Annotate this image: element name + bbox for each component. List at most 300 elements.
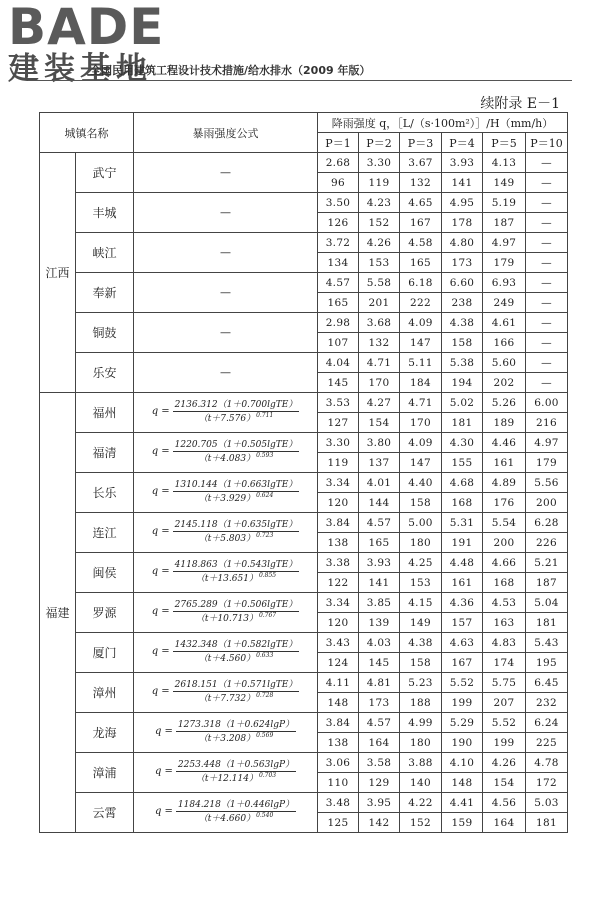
q-value-cell: 3.93 <box>359 553 400 573</box>
q-value-cell: 4.01 <box>359 473 400 493</box>
q-value-cell: 4.22 <box>400 793 442 813</box>
q-value-cell: 4.26 <box>483 753 526 773</box>
h-value-cell: — <box>526 333 568 353</box>
q-value-cell: 5.04 <box>526 593 568 613</box>
h-value-cell: 173 <box>359 693 400 713</box>
q-value-cell: 3.30 <box>359 153 400 173</box>
h-value-cell: 107 <box>318 333 359 353</box>
town-name-cell: 厦门 <box>76 633 134 673</box>
h-value-cell: — <box>526 293 568 313</box>
h-value-cell: 164 <box>483 813 526 833</box>
h-value-cell: 232 <box>526 693 568 713</box>
h-value-cell: 139 <box>359 613 400 633</box>
h-value-cell: 153 <box>400 573 442 593</box>
formula-cell <box>134 233 318 273</box>
h-value-cell: 120 <box>318 493 359 513</box>
q-value-cell: 5.54 <box>483 513 526 533</box>
h-value-cell: 238 <box>442 293 483 313</box>
q-value-cell: 5.26 <box>483 393 526 413</box>
q-value-cell: 6.93 <box>483 273 526 293</box>
h-value-cell: 124 <box>318 653 359 673</box>
q-value-cell: 3.95 <box>359 793 400 813</box>
h-value-cell: 165 <box>400 253 442 273</box>
town-name-cell: 武宁 <box>76 153 134 193</box>
h-value-cell: 120 <box>318 613 359 633</box>
q-value-cell: — <box>526 353 568 373</box>
formula-denominator-wrap <box>199 692 274 704</box>
h-value-cell: 148 <box>318 693 359 713</box>
q-value-cell: 4.57 <box>359 713 400 733</box>
q-value-cell: 3.84 <box>318 713 359 733</box>
town-name-cell: 闽侯 <box>76 553 134 593</box>
q-value-cell: 5.29 <box>442 713 483 733</box>
q-value-cell: 4.26 <box>359 233 400 253</box>
table-row <box>40 353 568 373</box>
h-value-cell: 166 <box>483 333 526 353</box>
h-value-cell: 207 <box>483 693 526 713</box>
town-name-cell: 峡江 <box>76 233 134 273</box>
q-value-cell: 6.18 <box>400 273 442 293</box>
h-value-cell: 195 <box>526 653 568 673</box>
formula-denominator-wrap <box>199 652 274 664</box>
q-value-cell: 4.95 <box>442 193 483 213</box>
formula-cell <box>134 433 318 473</box>
h-value-cell: 122 <box>318 573 359 593</box>
q-value-cell: 4.71 <box>400 393 442 413</box>
h-value-cell: 216 <box>526 413 568 433</box>
h-value-cell: — <box>526 213 568 233</box>
header-formula: 暴雨强度公式 <box>134 113 318 153</box>
q-value-cell: 5.23 <box>400 673 442 693</box>
h-value-cell: 154 <box>359 413 400 433</box>
table-row <box>40 713 568 733</box>
formula-denominator-wrap <box>196 572 276 584</box>
table-row <box>40 313 568 333</box>
q-value-cell: 3.43 <box>318 633 359 653</box>
table-row <box>40 633 568 653</box>
h-value-cell: 176 <box>483 493 526 513</box>
q-value-cell: 4.89 <box>483 473 526 493</box>
h-value-cell: 170 <box>359 373 400 393</box>
header-period: P＝3 <box>400 133 442 153</box>
q-value-cell: 4.81 <box>359 673 400 693</box>
h-value-cell: 138 <box>318 533 359 553</box>
q-value-cell: 3.06 <box>318 753 359 773</box>
h-value-cell: 202 <box>483 373 526 393</box>
formula-numerator: 2253.448（1＋0.563lgP） <box>176 761 296 772</box>
province-cell: 福建 <box>40 393 76 833</box>
h-value-cell: 149 <box>483 173 526 193</box>
formula-cell <box>134 153 318 193</box>
formula-numerator: 2145.118（1＋0.635lgTE） <box>173 521 300 532</box>
h-value-cell: 187 <box>483 213 526 233</box>
formula-denominator: （t＋3.929） <box>198 494 256 504</box>
h-value-cell: 165 <box>359 533 400 553</box>
h-value-cell: 180 <box>400 733 442 753</box>
h-value-cell: 170 <box>400 413 442 433</box>
formula-cell <box>134 553 318 593</box>
table-row <box>40 753 568 773</box>
h-value-cell: 173 <box>442 253 483 273</box>
formula-denominator: （t＋3.208） <box>198 734 256 744</box>
h-value-cell: 132 <box>359 333 400 353</box>
formula-fraction <box>173 481 300 505</box>
h-value-cell: — <box>526 173 568 193</box>
header-city: 城镇名称 <box>40 113 134 153</box>
formula-numerator: 4118.863（1＋0.543lgTE） <box>173 561 300 572</box>
header-rule <box>28 80 572 81</box>
formula-dash: — <box>220 206 231 219</box>
formula-cell <box>134 673 318 713</box>
formula-cell <box>134 273 318 313</box>
town-name-cell: 乐安 <box>76 353 134 393</box>
formula-fraction <box>173 401 300 425</box>
h-value-cell: 140 <box>400 773 442 793</box>
h-value-cell: 167 <box>442 653 483 673</box>
formula-exponent: 0.703 <box>258 772 277 779</box>
q-value-cell: 5.19 <box>483 193 526 213</box>
town-name-cell: 丰城 <box>76 193 134 233</box>
formula-cell <box>134 193 318 233</box>
q-value-cell: 3.34 <box>318 593 359 613</box>
table-row <box>40 153 568 173</box>
h-value-cell: 189 <box>483 413 526 433</box>
h-value-cell: 96 <box>318 173 359 193</box>
h-value-cell: 126 <box>318 213 359 233</box>
h-value-cell: 119 <box>318 453 359 473</box>
q-value-cell: 5.31 <box>442 513 483 533</box>
formula-exponent: 0.633 <box>256 652 274 659</box>
q-value-cell: 5.56 <box>526 473 568 493</box>
q-value-cell: 4.46 <box>483 433 526 453</box>
h-value-cell: 181 <box>526 613 568 633</box>
q-value-cell: 5.21 <box>526 553 568 573</box>
q-value-cell: 4.10 <box>442 753 483 773</box>
h-value-cell: 149 <box>400 613 442 633</box>
h-value-cell: 152 <box>400 813 442 833</box>
formula-denominator: （t＋13.651） <box>195 574 258 584</box>
h-value-cell: 165 <box>318 293 359 313</box>
formula-lead: q = <box>151 686 170 698</box>
q-value-cell: — <box>526 233 568 253</box>
q-value-cell: 3.38 <box>318 553 359 573</box>
h-value-cell: 158 <box>400 653 442 673</box>
h-value-cell: 187 <box>526 573 568 593</box>
q-value-cell: 4.65 <box>400 193 442 213</box>
h-value-cell: 226 <box>526 533 568 553</box>
h-value-cell: 163 <box>483 613 526 633</box>
h-value-cell: 158 <box>400 493 442 513</box>
formula <box>152 641 300 665</box>
q-value-cell: 4.56 <box>483 793 526 813</box>
q-value-cell: 4.83 <box>483 633 526 653</box>
table-row <box>40 553 568 573</box>
q-value-cell: 5.75 <box>483 673 526 693</box>
formula-fraction <box>173 681 300 705</box>
h-value-cell: 155 <box>442 453 483 473</box>
q-value-cell: 3.30 <box>318 433 359 453</box>
formula-lead: q = <box>154 766 173 778</box>
q-value-cell: 4.97 <box>526 433 568 453</box>
formula-denominator: （t＋10.713） <box>195 614 258 624</box>
table-row <box>40 273 568 293</box>
formula-denominator-wrap <box>199 492 274 504</box>
h-value-cell: 178 <box>442 213 483 233</box>
formula-cell <box>134 313 318 353</box>
formula-lead: q = <box>151 606 170 618</box>
q-value-cell: 5.52 <box>483 713 526 733</box>
q-value-cell: 3.50 <box>318 193 359 213</box>
q-value-cell: 4.15 <box>400 593 442 613</box>
table-row <box>40 233 568 253</box>
h-value-cell: 161 <box>483 453 526 473</box>
h-value-cell: 159 <box>442 813 483 833</box>
formula-fraction <box>176 761 296 785</box>
q-value-cell: 5.60 <box>483 353 526 373</box>
formula-fraction <box>176 801 296 825</box>
h-value-cell: 180 <box>400 533 442 553</box>
formula-dash: — <box>220 166 231 179</box>
q-value-cell: 5.03 <box>526 793 568 813</box>
q-value-cell: 4.61 <box>483 313 526 333</box>
formula <box>155 721 296 745</box>
formula-denominator: （t＋5.803） <box>198 534 256 544</box>
h-value-cell: 145 <box>318 373 359 393</box>
q-value-cell: 4.40 <box>400 473 442 493</box>
h-value-cell: 147 <box>400 333 442 353</box>
town-name-cell: 长乐 <box>76 473 134 513</box>
table-caption: 续附录 E－1 <box>480 96 560 112</box>
table-row <box>40 193 568 213</box>
h-value-cell: 119 <box>359 173 400 193</box>
formula-numerator: 2136.312（1＋0.700lgTE） <box>173 401 300 412</box>
h-value-cell: 129 <box>359 773 400 793</box>
town-name-cell: 福清 <box>76 433 134 473</box>
q-value-cell: — <box>526 273 568 293</box>
q-value-cell: 3.88 <box>400 753 442 773</box>
q-value-cell: 3.84 <box>318 513 359 533</box>
table-row <box>40 473 568 493</box>
formula-exponent: 0.540 <box>256 812 274 819</box>
h-value-cell: 181 <box>526 813 568 833</box>
formula-denominator-wrap <box>199 412 274 424</box>
header-period: P＝2 <box>359 133 400 153</box>
rainfall-intensity-table <box>39 112 568 833</box>
q-value-cell: 3.93 <box>442 153 483 173</box>
q-value-cell: 5.52 <box>442 673 483 693</box>
formula-denominator-wrap <box>196 772 276 784</box>
q-value-cell: 5.38 <box>442 353 483 373</box>
formula-denominator: （t＋4.083） <box>198 454 256 464</box>
formula-dash: — <box>220 326 231 339</box>
formula <box>152 601 300 625</box>
h-value-cell: 127 <box>318 413 359 433</box>
formula-cell <box>134 793 318 833</box>
h-value-cell: — <box>526 373 568 393</box>
formula-cell <box>134 473 318 513</box>
h-value-cell: 148 <box>442 773 483 793</box>
town-name-cell: 奉新 <box>76 273 134 313</box>
h-value-cell: 199 <box>442 693 483 713</box>
h-value-cell: 153 <box>359 253 400 273</box>
q-value-cell: 4.38 <box>442 313 483 333</box>
q-value-cell: 4.27 <box>359 393 400 413</box>
formula-exponent: 0.593 <box>256 452 274 459</box>
q-value-cell: 4.48 <box>442 553 483 573</box>
formula-numerator: 1310.144（1＋0.663lgTE） <box>173 481 300 492</box>
q-value-cell: 4.97 <box>483 233 526 253</box>
formula-fraction <box>173 521 300 545</box>
h-value-cell: 137 <box>359 453 400 473</box>
h-value-cell: 157 <box>442 613 483 633</box>
formula-cell <box>134 753 318 793</box>
q-value-cell: 4.30 <box>442 433 483 453</box>
formula <box>152 401 300 425</box>
formula <box>152 561 300 585</box>
q-value-cell: 3.85 <box>359 593 400 613</box>
formula-lead: q = <box>151 486 170 498</box>
formula-exponent: 0.855 <box>258 572 277 579</box>
formula-lead: q = <box>151 566 170 578</box>
table-row <box>40 593 568 613</box>
formula-fraction <box>173 441 300 465</box>
q-value-cell: 6.60 <box>442 273 483 293</box>
formula <box>152 681 300 705</box>
h-value-cell: 172 <box>526 773 568 793</box>
formula-cell <box>134 713 318 753</box>
town-name-cell: 连江 <box>76 513 134 553</box>
q-value-cell: 5.02 <box>442 393 483 413</box>
q-value-cell: 5.00 <box>400 513 442 533</box>
q-value-cell: 4.99 <box>400 713 442 733</box>
formula-exponent: 0.728 <box>256 692 274 699</box>
formula-denominator-wrap <box>199 532 274 544</box>
formula-cell <box>134 393 318 433</box>
h-value-cell: 147 <box>400 453 442 473</box>
formula-fraction <box>173 561 300 585</box>
formula-denominator-wrap <box>196 612 276 624</box>
header-period: P＝10 <box>526 133 568 153</box>
h-value-cell: 167 <box>400 213 442 233</box>
formula-numerator: 1220.705（1＋0.505lgTE） <box>173 441 300 452</box>
formula-cell <box>134 633 318 673</box>
formula-fraction <box>173 601 300 625</box>
table-row <box>40 393 568 413</box>
h-value-cell: 161 <box>442 573 483 593</box>
h-value-cell: 141 <box>359 573 400 593</box>
h-value-cell: 132 <box>400 173 442 193</box>
h-value-cell: 110 <box>318 773 359 793</box>
header-period: P＝4 <box>442 133 483 153</box>
formula-cell <box>134 513 318 553</box>
q-value-cell: 4.53 <box>483 593 526 613</box>
q-value-cell: 3.72 <box>318 233 359 253</box>
q-value-cell: 3.53 <box>318 393 359 413</box>
formula-dash: — <box>220 246 231 259</box>
formula-denominator: （t＋7.576） <box>198 414 256 424</box>
h-value-cell: 168 <box>442 493 483 513</box>
formula-exponent: 0.711 <box>256 412 274 419</box>
h-value-cell: 144 <box>359 493 400 513</box>
q-value-cell: 4.80 <box>442 233 483 253</box>
formula-fraction <box>176 721 296 745</box>
formula-lead: q = <box>151 446 170 458</box>
q-value-cell: 3.48 <box>318 793 359 813</box>
q-value-cell: 3.67 <box>400 153 442 173</box>
formula-numerator: 1184.218（1＋0.446lgP） <box>176 801 296 812</box>
formula-exponent: 0.569 <box>256 732 274 739</box>
h-value-cell: 145 <box>359 653 400 673</box>
q-value-cell: 4.09 <box>400 433 442 453</box>
q-value-cell: 6.00 <box>526 393 568 413</box>
h-value-cell: 184 <box>400 373 442 393</box>
town-name-cell: 罗源 <box>76 593 134 633</box>
formula-lead: q = <box>154 806 173 818</box>
h-value-cell: 188 <box>400 693 442 713</box>
h-value-cell: 174 <box>483 653 526 673</box>
q-value-cell: 3.58 <box>359 753 400 773</box>
formula-lead: q = <box>151 646 170 658</box>
formula-exponent: 0.767 <box>258 612 277 619</box>
brand-logo-subtitle: 建装基地 <box>8 51 152 87</box>
q-value-cell: 4.78 <box>526 753 568 773</box>
formula <box>152 441 300 465</box>
formula-lead: q = <box>154 726 173 738</box>
h-value-cell: 179 <box>526 453 568 473</box>
q-value-cell: 4.11 <box>318 673 359 693</box>
table-row <box>40 433 568 453</box>
formula-dash: — <box>220 366 231 379</box>
formula-denominator-wrap <box>199 732 274 744</box>
q-value-cell: 4.03 <box>359 633 400 653</box>
h-value-cell: 154 <box>483 773 526 793</box>
h-value-cell: 134 <box>318 253 359 273</box>
table-row <box>40 793 568 813</box>
q-value-cell: 4.41 <box>442 793 483 813</box>
header-period: P＝5 <box>483 133 526 153</box>
q-value-cell: 3.80 <box>359 433 400 453</box>
h-value-cell: 164 <box>359 733 400 753</box>
running-header: 全国民用建筑工程设计技术措施/给水排水（2009 年版） <box>90 64 371 77</box>
q-value-cell: 4.23 <box>359 193 400 213</box>
formula-denominator-wrap <box>199 812 274 824</box>
q-value-cell: 4.38 <box>400 633 442 653</box>
q-value-cell: 4.57 <box>359 513 400 533</box>
province-cell: 江西 <box>40 153 76 393</box>
h-value-cell: 194 <box>442 373 483 393</box>
formula-dash: — <box>220 286 231 299</box>
q-value-cell: 5.58 <box>359 273 400 293</box>
q-value-cell: 4.04 <box>318 353 359 373</box>
formula-numerator: 1273.318（1＋0.624lgP） <box>176 721 296 732</box>
formula <box>152 521 300 545</box>
town-name-cell: 云霄 <box>76 793 134 833</box>
q-value-cell: 4.36 <box>442 593 483 613</box>
h-value-cell: 152 <box>359 213 400 233</box>
town-name-cell: 漳浦 <box>76 753 134 793</box>
q-value-cell: — <box>526 313 568 333</box>
h-value-cell: 191 <box>442 533 483 553</box>
q-value-cell: 4.09 <box>400 313 442 333</box>
q-value-cell: 6.45 <box>526 673 568 693</box>
formula-numerator: 1432.348（1＋0.582lgTE） <box>173 641 300 652</box>
town-name-cell: 铜鼓 <box>76 313 134 353</box>
h-value-cell: 168 <box>483 573 526 593</box>
h-value-cell: 222 <box>400 293 442 313</box>
h-value-cell: 199 <box>483 733 526 753</box>
formula-numerator: 2765.289（1＋0.506lgTE） <box>173 601 300 612</box>
h-value-cell: 138 <box>318 733 359 753</box>
